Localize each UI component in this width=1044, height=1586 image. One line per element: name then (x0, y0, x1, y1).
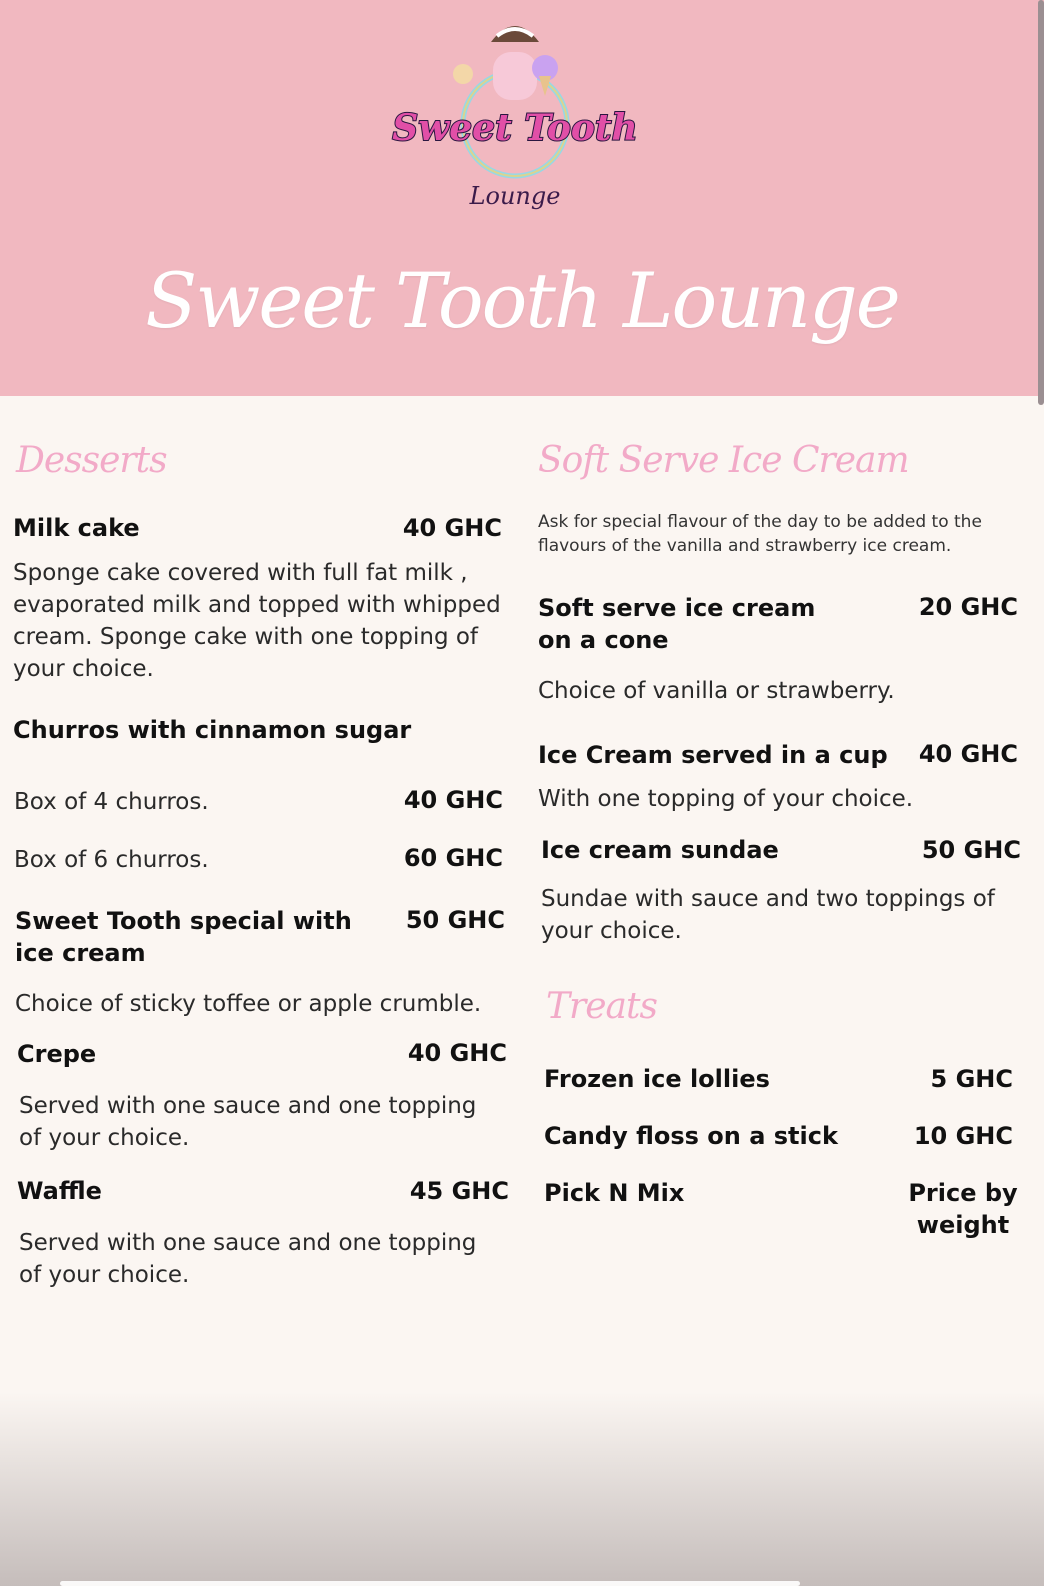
header-banner (0, 0, 1044, 396)
churros-box-6-label: Box of 6 churros. (14, 847, 209, 873)
item-name-soft-serve-cone: Soft serve ice cream on a cone (538, 594, 816, 654)
churros-box-4-label: Box of 4 churros. (14, 789, 209, 815)
item-name-churros: Churros with cinnamon sugar (13, 716, 412, 744)
section-title-treats: Treats (546, 986, 657, 1027)
item-name-milk-cake: Milk cake (13, 514, 140, 542)
item-name-sweet-tooth-special: Sweet Tooth special with ice cream (15, 907, 352, 967)
page-title: Sweet Tooth Lounge (145, 256, 899, 345)
item-desc-ice-cream-cup: With one topping of your choice. (538, 786, 914, 812)
churros-box-4-price: 40 GHC (403, 786, 503, 814)
item-desc-milk-cake: Sponge cake covered with full fat milk , evaporated milk and topped with whipped cream. Sponge cake with one topping of your choice. (13, 560, 501, 682)
item-price-crepe: 40 GHC (407, 1039, 507, 1067)
item-name-waffle: Waffle (17, 1177, 102, 1205)
item-name-crepe: Crepe (17, 1040, 97, 1068)
item-price-milk-cake: 40 GHC (402, 514, 502, 542)
churros-box-6-price: 60 GHC (403, 844, 503, 872)
item-price-pick-n-mix: Price by weight (908, 1179, 1018, 1239)
item-name-pick-n-mix: Pick N Mix (544, 1179, 685, 1207)
soft-serve-note: Ask for special flavour of the day to be added to the flavours of the vanilla and strawberry ice cream. (538, 512, 982, 556)
item-desc-sweet-tooth-special: Choice of sticky toffee or apple crumble. (15, 991, 482, 1017)
bottom-fade-overlay (0, 1392, 1044, 1586)
item-price-soft-serve-cone: 20 GHC (918, 593, 1018, 621)
section-title-desserts: Desserts (16, 440, 167, 481)
section-title-soft-serve: Soft Serve Ice Cream (538, 440, 909, 481)
svg-text:Lounge: Lounge (469, 182, 561, 210)
item-desc-waffle: Served with one sauce and one topping of your choice. (19, 1230, 477, 1288)
item-price-frozen-ice-lollies: 5 GHC (930, 1065, 1013, 1093)
item-price-ice-cream-sundae: 50 GHC (921, 836, 1021, 864)
item-price-waffle: 45 GHC (409, 1177, 509, 1205)
item-price-ice-cream-cup: 40 GHC (918, 740, 1018, 768)
scrollbar-thumb[interactable] (1038, 0, 1044, 405)
item-name-ice-cream-sundae: Ice cream sundae (541, 836, 779, 864)
item-desc-soft-serve-cone: Choice of vanilla or strawberry. (538, 678, 895, 704)
item-name-candy-floss: Candy floss on a stick (544, 1122, 838, 1150)
sweet-tooth-logo (392, 12, 638, 227)
item-desc-ice-cream-sundae: Sundae with sauce and two toppings of your choice. (541, 886, 995, 944)
item-name-frozen-ice-lollies: Frozen ice lollies (544, 1065, 770, 1093)
svg-text:Sweet Tooth: Sweet Tooth (392, 107, 638, 149)
item-price-sweet-tooth-special: 50 GHC (405, 906, 505, 934)
item-price-candy-floss: 10 GHC (913, 1122, 1013, 1150)
item-name-ice-cream-cup: Ice Cream served in a cup (538, 741, 888, 769)
home-indicator-bar[interactable] (60, 1581, 800, 1586)
item-desc-crepe: Served with one sauce and one topping of your choice. (19, 1093, 477, 1151)
